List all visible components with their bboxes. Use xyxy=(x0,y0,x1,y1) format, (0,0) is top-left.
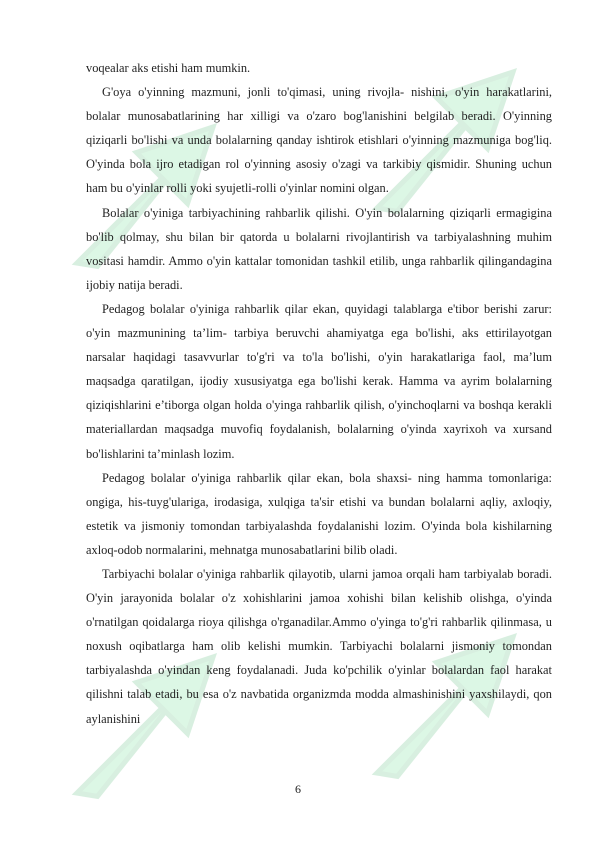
paragraph: Bolalar o'yiniga tarbiyachining rahbarlik qilishi. O'yin bolalarning qiziqarli ermagigina bo'lib qolmay, shu bilan bir qatorda u bolalarni rivojlantirish va tarbiyalashning muhim vositasi hamdir. Ammo o'yin kattalar tomonidan tashkil etilib, unga rahbarlik qilingandagina ijobiy natija beradi. xyxy=(86,205,552,292)
paragraph: Pedagog bolalar o'yiniga rahbarlik qilar ekan, bola shaxsi- ning hamma tomonlariga: ongiga, his-tuyg'ulariga, irodasiga, xulqiga ta'sir etishi va bundan bolalarni aqliy, axloqiy, estetik va jismoniy tomondan tarbiyalashda foydalanishi lozim. O'yinda bola kishilarning axloq-odob normalarini, mehnatga munosabatlarini bilib oladi. xyxy=(86,470,552,557)
document-body xyxy=(86,56,552,731)
paragraph: Pedagog bolalar o'yiniga rahbarlik qilar ekan, quyidagi talablarga e'tibor berishi zarur: o'yin mazmunining ta’lim- tarbiya beruvchi ahamiyatga ega bo'lishi, aks ettirilayotgan narsalar haqidagi tasavvurlar to'g'ri va to'la bo'lishi, o'yin harakatlariga faol, ma’lum maqsadga qaratilgan, ijodiy xususiyatga ega bo'lishi kerak. Hamma va ayrim bolalarning qiziqishlarini e’tiborga olgan holda o'yinga rahbarlik qilish, o'yinchoqlarni va boshqa kerakli materiallardan maqsadga muvofiq foydalanish, bolalarning o'yinda xayrixoh va xursand bo'lishlarini ta’minlash lozim. xyxy=(86,301,552,461)
page-number: 6 xyxy=(295,782,301,796)
paragraph: voqealar aks etishi ham mumkin. xyxy=(86,61,251,75)
paragraph: G'oya o'yinning mazmuni, jonli to'qimasi, uning rivojla- nishini, o'yin harakatlarini, bolalar munosabatlarining har xilligi va o'zaro bog'lanishini belgilab beradi. O'yinning qiziqarli bo'lishi va unda bolalarning qanday ishtirok etishlari o'yinning mazmuniga bog'liq. O'yinda bola ijro etadigan rol o'yinning asosiy o'zagi va tarkibiy qismidir. Shuning uchun ham bu o'yinlar rolli yoki syujetli-rolli o'yinlar nomini olgan. xyxy=(86,85,552,196)
paragraph: Tarbiyachi bolalar o'yiniga rahbarlik qilayotib, ularni jamoa orqali ham tarbiyalab boradi. O'yin jarayonida bolalar o'z xohishlarini jamoa xohishi bilan kelishib olishga, o'yinda o'rnatilgan qoidalarga rioya qilishga o'rganadilar.Ammo o'yinga to'g'ri rahbarlik qilinmasa, u noxush oqibatlarga ham olib kelishi mumkin. Tarbiyachi bolalarni jismoniy tomondan tarbiyalashda o'yindan keng foydalanadi. Juda ko'pchilik o'yinlar bolalardan faol harakat qilishni talab etadi, bu esa o'z navbatida organizmda modda almashinishini yaxshilaydi, qon aylanishini xyxy=(86,566,552,726)
